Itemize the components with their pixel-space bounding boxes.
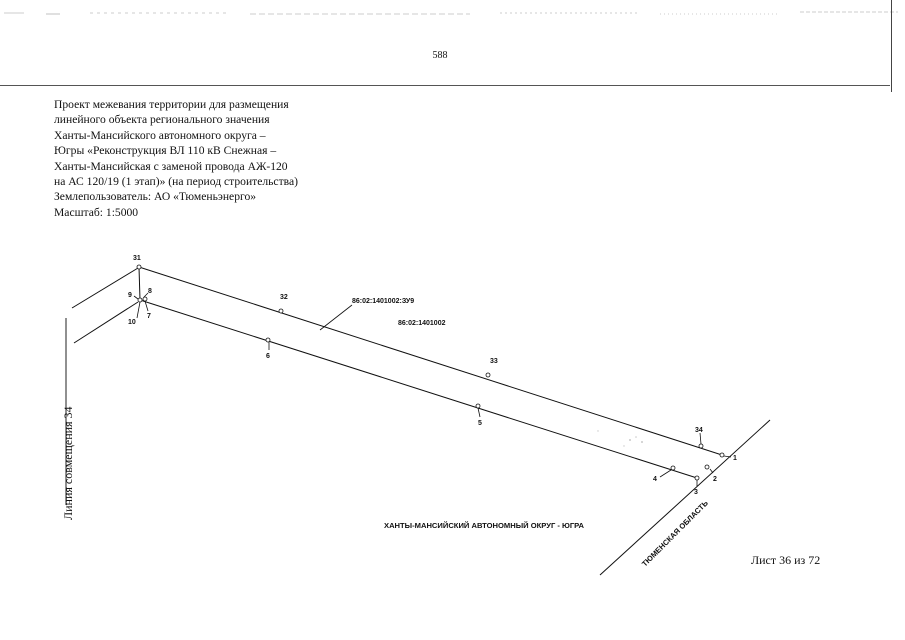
point-label-4: 4 [653,476,657,483]
region-label-tyumen: ТЮМЕНСКАЯ ОБЛАСТЬ [640,498,710,569]
point-label-31: 31 [133,255,141,262]
boundary-stub [72,268,138,308]
region-label-khmao: ХАНТЫ-МАНСИЙСКИЙ АВТОНОМНЫЙ ОКРУГ - ЮГРА [384,521,585,530]
point-label-32: 32 [280,294,288,301]
vertex-marker [699,444,703,448]
scale-line: Масштаб: 1:5000 [54,205,139,219]
quarter-label: 86:02:1401002 [398,320,446,327]
point-label-8: 8 [148,288,152,295]
point-label-9: 9 [128,292,132,299]
vertex-marker [671,466,675,470]
point-label-33: 33 [490,358,498,365]
land-user-line: Землепользователь: АО «Тюменьэнерго» [54,190,257,204]
parcel-label: 86:02:1401002:ЗУ9 [352,298,415,305]
vertex-marker [705,465,709,469]
title-line: Ханты-Мансийского автономного округа – [54,128,266,142]
vertex-marker [279,309,283,313]
title-line: на АС 120/19 (1 этап)» (на период строительства) [54,175,298,189]
vertex-marker [137,265,141,269]
title-line: Югры «Реконструкция ВЛ 110 кВ Снежная – [54,144,277,158]
vertex-marker [720,453,724,457]
point-label-34: 34 [695,427,703,434]
point-label-2: 2 [713,476,717,483]
vertex-marker [138,298,142,302]
scan-specks [597,430,643,446]
point-label-6: 6 [266,353,270,360]
vertex-marker [266,338,270,342]
title-line: Проект межевания территории для размещения [54,98,289,111]
corridor-upper-boundary [139,267,722,455]
point-label-5: 5 [478,420,482,427]
title-line: линейного объекта регионального значения [54,113,270,127]
title-line: Ханты-Мансийская с заменой провода АЖ-120 [54,159,288,173]
point-label-1: 1 [733,455,737,462]
point-label-10: 10 [128,319,136,326]
corridor-left-end [139,267,140,300]
sheet-label: Лист 36 из 72 [751,553,821,567]
point-label-7: 7 [147,313,151,320]
vertex-marker [143,297,147,301]
vertex-marker [695,476,699,480]
vertex-marker [486,373,490,377]
page-number: 588 [432,50,448,61]
match-line-label: Линия совмещения 34 [61,406,75,520]
vertex-marker [476,404,480,408]
point-label-3: 3 [694,489,698,496]
